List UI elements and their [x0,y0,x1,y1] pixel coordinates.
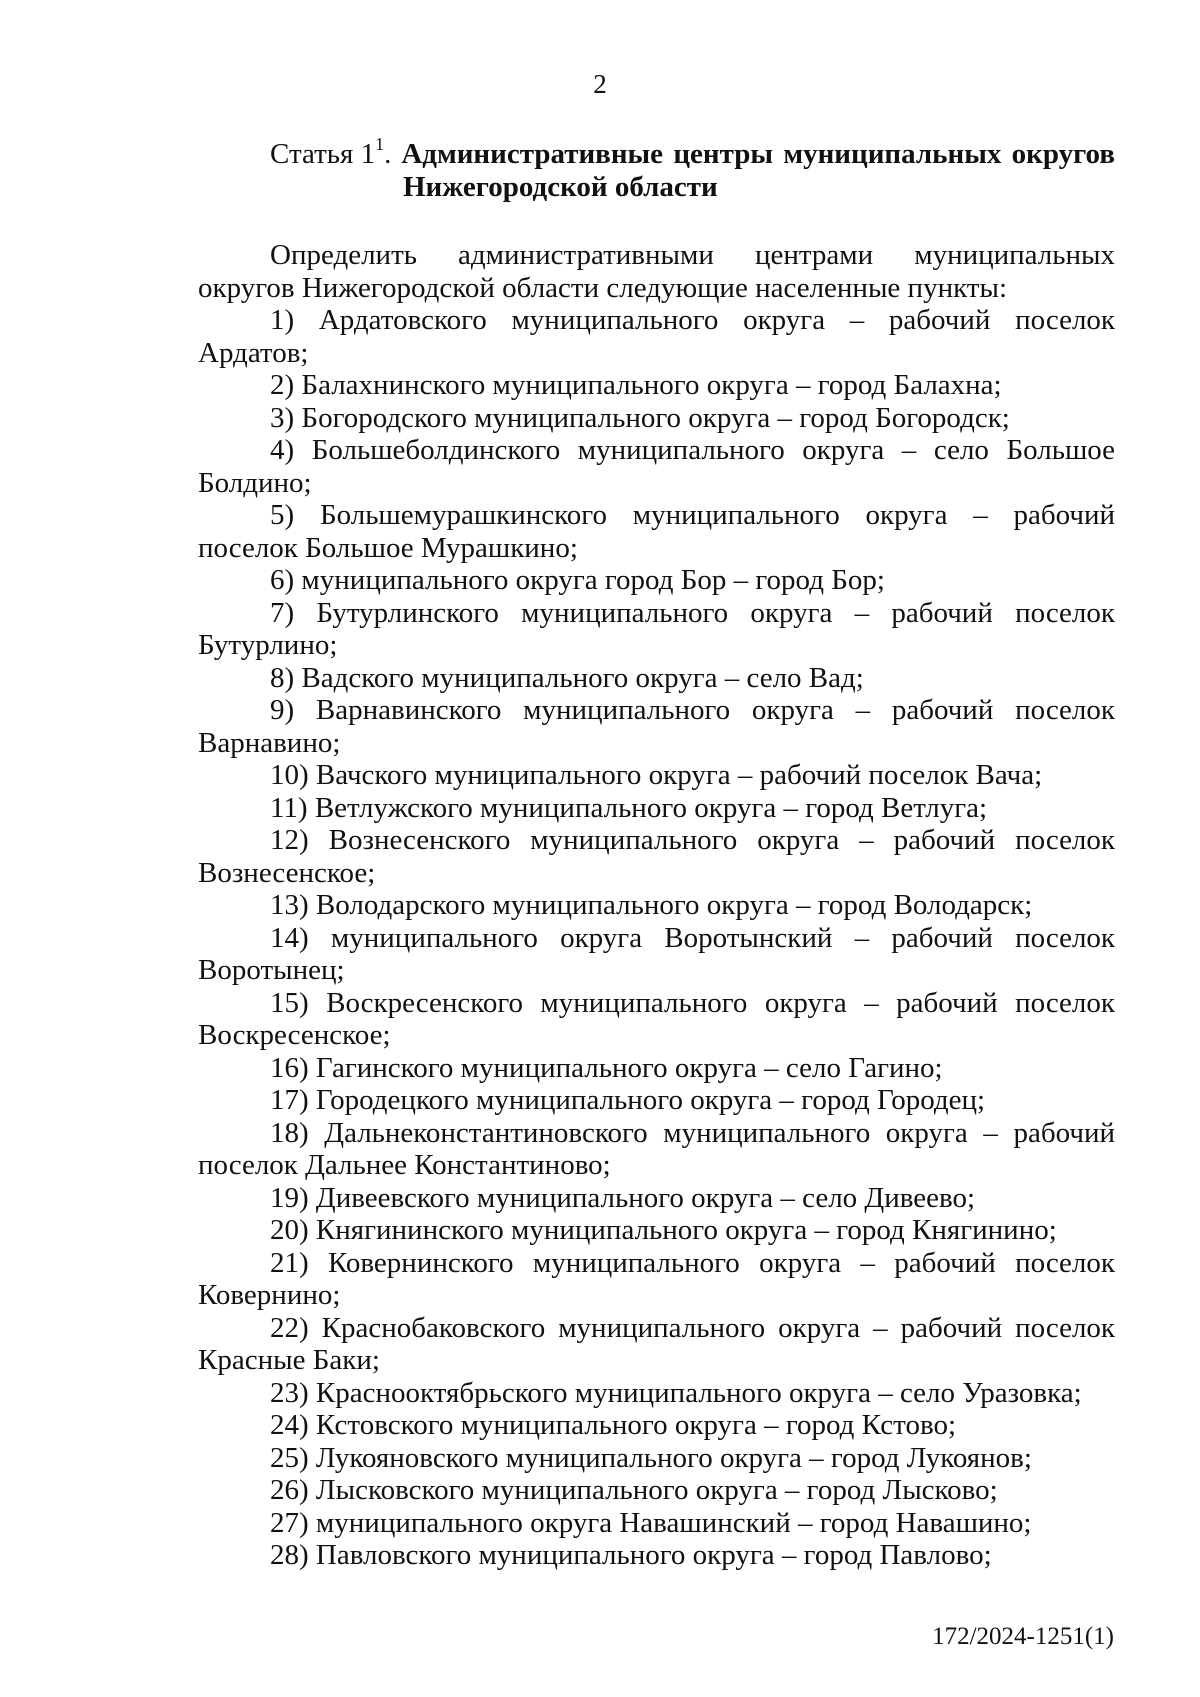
list-item [198,1117,1115,1182]
list-item-text: муниципального округа Воротынский – рабочий поселок Воротынец; [198,921,1116,986]
list-item-text: Вадского муниципального округа – село Вад; [301,661,864,694]
list-item [198,1474,1115,1507]
article-heading [270,134,1115,204]
list-item-number: 22) [270,1311,309,1344]
article-superscript: 1 [375,134,385,155]
list-item-text: Краснобаковского муниципального округа – рабочий поселок Красные Баки; [198,1311,1116,1376]
list-item [198,1052,1115,1085]
list-item-text: муниципального округа Навашинский – город Навашино; [315,1506,1032,1539]
list-item [198,824,1115,889]
article-title-line1: Административные центры муниципальных округов [401,138,1115,170]
list-item-text: Краснооктябрьского муниципального округа – село Уразовка; [315,1376,1082,1409]
list-item-number: 14) [270,921,309,954]
list-item-text: Дальнеконстантиновского муниципального округа – рабочий поселок Дальнее Константиново; [198,1116,1116,1181]
list-item-number: 17) [270,1084,309,1116]
list-item-text: Бутурлинского муниципального округа – рабочий поселок Бутурлино; [198,596,1115,661]
article-label: Статья 1 [270,138,376,170]
list-item-number: 15) [270,986,309,1019]
list-item-number: 8) [270,661,295,694]
document-code: 172/2024-1251(1) [932,1623,1114,1650]
list-item-text: Балахнинского муниципального округа – город Балахна; [301,369,1002,401]
article-body [198,239,1115,1572]
list-item-number: 13) [270,889,309,921]
list-item-text: Городецкого муниципального округа – город Городец; [315,1084,986,1116]
list-item-text: Вознесенского муниципального округа – рабочий поселок Вознесенское; [198,824,1115,889]
list-item-text: Ковернинского муниципального округа – рабочий поселок Ковернино; [198,1246,1115,1311]
list-item-text: Княгининского муниципального округа – город Княгинино; [315,1214,1057,1246]
list-item-number: 9) [270,694,295,726]
list-item-number: 18) [270,1116,309,1149]
list-item [198,922,1115,987]
list-item-text: Лукояновского муниципального округа – город Лукоянов; [315,1441,1032,1474]
list-item [198,499,1115,564]
list-item-text: Гагинского муниципального округа – село Гагино; [315,1051,943,1084]
list-item-number: 11) [270,791,308,824]
list-item-number: 6) [270,564,295,596]
list-item-text: Большеболдинского муниципального округа – село Большое Болдино; [198,434,1116,499]
list-item [198,1507,1115,1540]
list-item-number: 3) [270,401,295,434]
list-item [198,1409,1115,1442]
list-item [198,1377,1115,1410]
list-item [198,987,1115,1052]
article-title-line2: Нижегородской области [403,171,718,203]
list-item-number: 25) [270,1441,309,1474]
list-item-text: Володарского муниципального округа – город Володарск; [315,889,1033,921]
list-item [198,369,1115,402]
list-item-text: муниципального округа город Бор – город Бор; [301,564,885,596]
list-item-number: 7) [270,596,295,629]
list-item-number: 20) [270,1214,309,1246]
list-item-text: Богородского муниципального округа – город Богородск; [301,401,1010,434]
list-item [198,889,1115,922]
list-item-number: 23) [270,1376,309,1409]
list-item-text: Кстовского муниципального округа – город Кстово; [315,1409,957,1441]
centers-list [198,304,1115,1572]
list-item [198,1442,1115,1475]
list-item-text: Воскресенского муниципального округа – рабочий поселок Воскресенское; [198,986,1115,1051]
list-item [198,1084,1115,1117]
list-item-number: 5) [270,499,295,531]
list-item-number: 27) [270,1506,309,1539]
article-dot: . [384,138,392,170]
article-prefix [270,134,392,171]
list-item [198,597,1115,662]
list-item-number: 2) [270,369,295,401]
list-item-number: 1) [270,304,295,336]
list-item [198,402,1115,435]
list-item [198,792,1115,825]
list-item-number: 24) [270,1409,309,1441]
list-item [198,434,1115,499]
list-item-number: 4) [270,434,295,466]
list-item [198,564,1115,597]
list-item-number: 16) [270,1051,309,1084]
list-item [198,694,1115,759]
list-item-number: 26) [270,1474,309,1506]
list-item [198,1312,1115,1377]
list-item [198,304,1115,369]
article-heading-line1 [270,134,1115,171]
list-item-text: Варнавинского муниципального округа – рабочий поселок Варнавино; [198,694,1115,759]
list-item-text: Ардатовского муниципального округа – рабочий поселок Ардатов; [198,304,1116,369]
list-item-text: Павловского муниципального округа – город Павлово; [315,1539,992,1571]
list-item-number: 28) [270,1539,309,1571]
list-item-number: 21) [270,1246,309,1279]
list-item-text: Дивеевского муниципального округа – село Дивеево; [315,1181,976,1214]
intro-paragraph: Определить административными центрами муниципальных округов Нижегородской области следующие населенные пункты: [198,239,1115,304]
list-item [198,662,1115,695]
list-item [198,1182,1115,1215]
list-item-text: Вачского муниципального округа – рабочий поселок Вача; [315,759,1043,791]
page-number: 2 [593,69,607,99]
list-item [198,1539,1115,1572]
list-item-text: Большемурашкинского муниципального округа – рабочий поселок Большое Мурашкино; [198,499,1116,564]
list-item-number: 19) [270,1181,309,1214]
list-item-text: Ветлужского муниципального округа – город Ветлуга; [314,791,988,824]
list-item-number: 12) [270,824,309,856]
list-item [198,1214,1115,1247]
list-item-number: 10) [270,759,309,791]
list-item [198,759,1115,792]
list-item [198,1247,1115,1312]
list-item-text: Лысковского муниципального округа – город Лысково; [315,1474,998,1506]
